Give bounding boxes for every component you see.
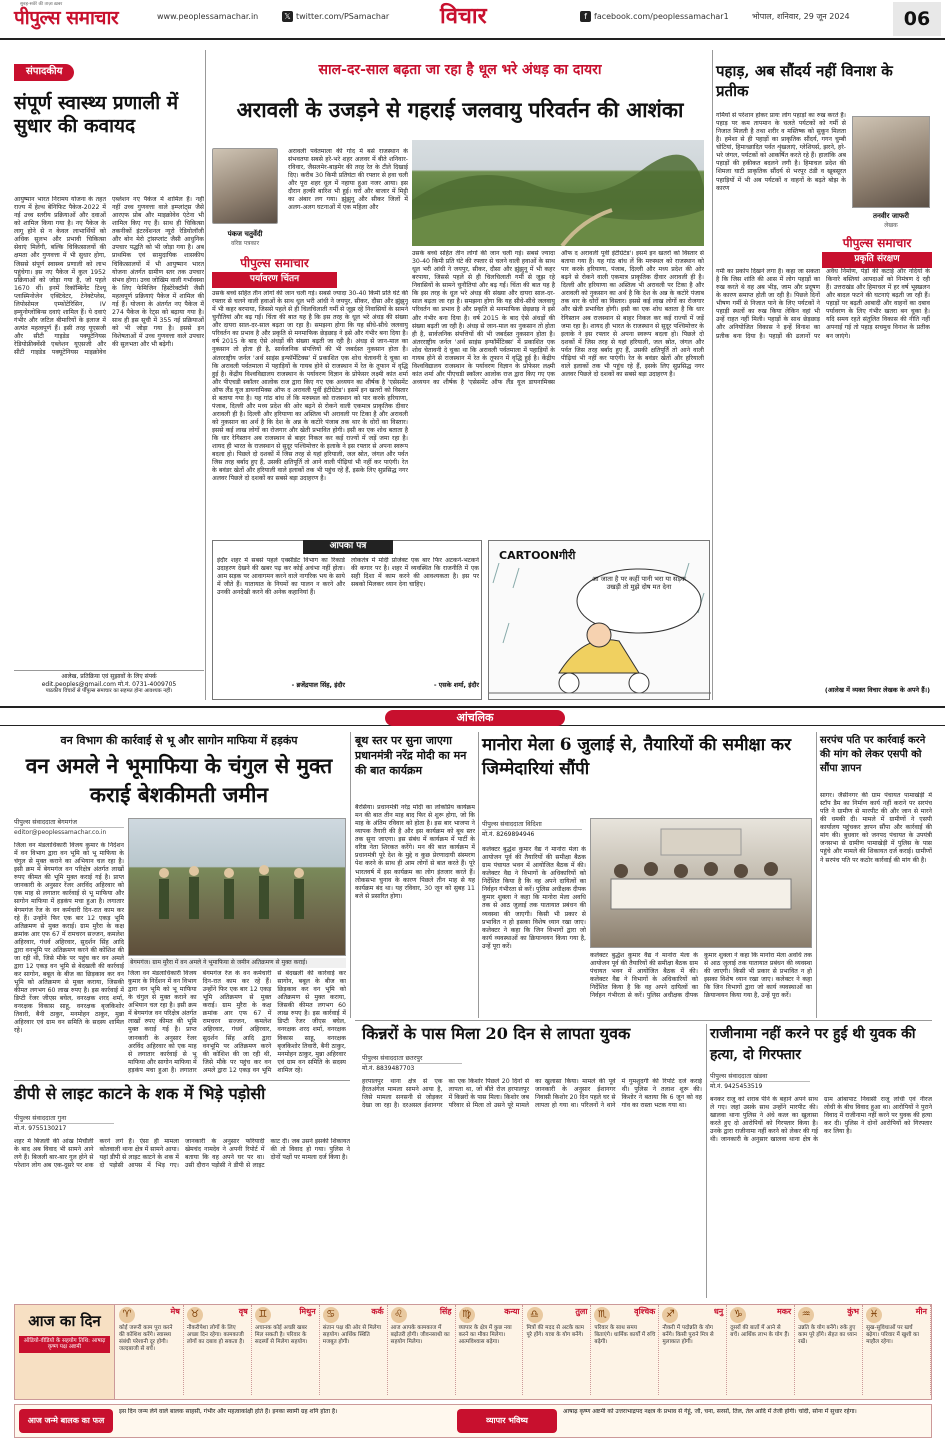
story4-body: सागर। जैसीनगर की ग्राम पंचायत पामाखेड़ी में स्टॉप डैम का निर्माण कार्य नहीं कराने पर सरपंच पति ने ग्रामीण से मारपीट की और जान से मारने की धमकी दी। मामले में ग्रामीणों ने एसपी कार्यालय पहुंचकर ज्ञापन सौंपा और कार्रवाई की मांग की। बुधवार को जनपद पंचायत के उपयंत्री जनसभा से ग्रामीण पामाखेड़ी में पुलिस के पास पहुंचे और मामले की शिकायत दर्ज कराई। ग्रामीणों ने सरपंच पति पर कठोर कार्रवाई की मांग की है।	[820, 792, 932, 864]
zodiac-symbol-icon: ♒	[798, 1307, 814, 1323]
right-headline: पहाड़, अब सौंदर्य नहीं विनाश के प्रतीक	[716, 62, 893, 100]
newspaper-logo: पीपुल्स समाचार	[14, 7, 119, 29]
story3-body-a: कलेक्टर बुद्धेश कुमार वैद्य ने मानोरा मेला के आयोजन पूर्व की तैयारियों की समीक्षा बैठक ग्राम पंचायत भवन में आयोजित बैठक में की। कलेक्टर वैद्य ने विभागों के अधिकारियों को निर्देशित किया है कि वह अपने दायित्वों का निर्वहन गंभीरता से करें। पुलिस अधीक्षक दीपक कुमार शुक्ला ने कहा कि मानोरा मेला अवधि तक से आठ जुलाई तक यातायात प्रबंधन की व्यवस्था की जाएगी। किसी भी प्रकार से प्रभावित न हो इसका विशेष ध्यान रखा जाए। कलेक्टर ने कहा कि जिन विभागों द्वारा जो कार्य व्यवस्थाओं का क्रियान्वयन किया गया है, उन्हें पूरा करें।	[482, 846, 586, 950]
story1-headline: वन अमले ने भूमाफिया के चंगुल से मुक्त कराई बेशकीमती जमीन	[25, 753, 333, 807]
zodiac-cell	[659, 1305, 727, 1395]
editorial-headline: संपूर्ण स्वास्थ्य प्रणाली में सुधार की कवायद	[14, 92, 179, 138]
zodiac-text: दूसरों की बातों में आने से बचें। आर्थिक लाभ के योग हैं।	[730, 1325, 790, 1338]
right-author-name: तनवीर जाफरी	[873, 212, 909, 220]
main-paragraph: उसके बच्चे सहित तीन लोगों की जान चली गई। सबसे ज्यादा 30-40 किमी प्रति घंटे की रफ्तार से चलने वाली हवाओं के साथ धूल भरी आंधी ने जयपुर, सीकर, दौसा और झुंझुनू में भी कहर बरपाया, जिससे पहले से ही चिलचिलाती गर्मी से जूझ रहे निवासियों के सामने चुनौतियां और बढ़ गईं। चिंता की बात यह है कि इस तरह के धूल भरे अंधड़ की संख्या और दायरा साल-दर-साल बढ़ता जा रहा है। समझना होगा कि यह सीधे-सीधे जलवायु परिवर्तन का प्रभाव है और प्रकृति से मनमाफिक छेड़छाड़ ने इसे और गंभीर बना दिया है। वर्ष 2015 के बाद ऐसे अंधड़ों की संख्या बढ़ती जा रही है। अंधड़ से जान-माल का नुकसान तो होता ही है, सार्वजनिक संपत्तियों की भी जबर्दस्त नुकसान होता है। अंतरराष्ट्रीय जर्नल 'अर्थ साइंस इन्फॉर्मेटिक्स' में प्रकाशित एक शोध चेतावनी दे चुका था कि अरावली पर्वतमाला में पहाड़ियों के गायब होने से राजस्थान में रेत के तूफान में वृद्धि हुई है। केंद्रीय विश्वविद्यालय राजस्थान के पर्यावरण विज्ञान के प्रोफेसर लक्ष्मी कांत शर्मा और पीएचडी स्कॉलर आलोक राज द्वारा किए गए एक अध्ययन का शीर्षक है 'एसेसमेंट ऑफ लैंड यूज डायनामिक्स ऑफ द अरावली पूर्वी इंटीग्रेटेड'। इसमें इन खतरों को विस्तार से बताया गया है। यह गांठ बांध लें कि मरुस्थल को राजस्थान को पार करके हरियाणा, पंजाब, दिल्ली और मध्य प्रदेश की ओर बढ़ने से रोकने वाली एकमात्र प्राकृतिक दीवार अरावली ही है। दिल्ली और हरियाणा का अस्तित्व भी अरावली पर टिका है और अरावली को नुकसान का अर्थ है कि देश के अन्न के कटोरे पंजाब तक थार के धोरों का विस्तार। इससे कई लाख लोगों का रोजगार और खेती प्रभावित होगी। इसी का एक शोध बताता है कि धार रेगिस्तान अब राजस्थान से बाहर निकल कर कई राज्यों में जड़ें जमा रहा है। शायद ही भारत के राजस्थान से सुदूर पश्चिमोत्तर के इलाके ने इस रफ्तार से अपना स्वरूप बदला हो। पिछले दो दशकों में जिस तरह से यहां हरियाली, जल स्रोत, जंगल और पर्वत जिस तरह बर्बाद हुए हैं, उसकी क्षतिपूर्ति तो आने वाली पीढ़ियां भी नहीं कर पाएंगी। रेत के बवंडर खेतों और हरियाली वाले इलाकों तक भी पहुंच रहे हैं, इसके लिए सुप्रसिद्ध नगर अलवर पिछले दो दशकों का सबसे बड़ा उदाहरण है।	[212, 290, 408, 483]
right-author-photo	[852, 116, 930, 208]
meeting-illustration	[591, 819, 813, 949]
zodiac-name: मकर	[776, 1307, 792, 1316]
letter-two-sign: - एसके शर्मा, इंदौर	[433, 681, 479, 689]
letter-one: इंदौर शहर में सबसे पहले एक्सीडेंट विभाग का रिकार्ड उदाहरण देखने की खबर पढ़ कर कोई अचंभा नहीं होता। आम सड़क पर आवागमन करने वाले नागरिक भय के साये में जीते हैं। यातायात के नियमों का पालन न करने और उनकी अनदेखी करने की अनेक कहानियां हैं।	[217, 557, 345, 597]
zodiac-cell	[116, 1305, 184, 1395]
zodiac-text: व्यापार के क्षेत्र में कुछ नया करने का मौका मिलेगा। आत्मविश्वास बढ़ेगा।	[458, 1325, 512, 1345]
zodiac-cell	[524, 1305, 592, 1395]
birthday-label: आज जन्मे बालक का फल	[19, 1409, 113, 1433]
editorial-disclaimer: पाठकीय विचारों से पीपुल्स समाचार का सहमत होना आवश्यक नहीं।	[45, 688, 173, 695]
regional-section-label: आंचलिक	[385, 710, 565, 726]
twitter-handle: twitter.com/PSamachar	[296, 12, 390, 21]
zodiac-name: कन्या	[504, 1307, 520, 1316]
zodiac-text: उन्नति के योग बनेंगे। रुके हुए काम पूरे होंगे। सेहत का ध्यान रखें।	[798, 1325, 857, 1345]
zodiac-cell	[727, 1305, 795, 1395]
story5-body: हरपालपुर थाना क्षेत्र से एक हैरतअंगेज मामला सामने आया है, जिसे मामला सनसनी से जोड़कर देखा जा रहा है। दरअसल ईशानगर का एक किशोर पिछले 20 दिनों से लापता था, जो बीते रोज हरपालपुर में किन्नरों के पास मिला। किशोर जब परिवार से मिला तो उसने पूरे मामले का खुलासा किया। मामले की पूर्व जानकारी के अनुसार ईशानगर निवासी किशोर 20 दिन पहले घर से लापता हो गया था। परिजनों ने थाने में गुमशुदगी की रिपोर्ट दर्ज कराई थी। पुलिस ने तलाश शुरू की। किशोर ने बताया कि 6 जून को वह गांव का रास्ता भटक गया था।	[362, 1078, 702, 1110]
story7-phone: मो.नं. 9425453519	[710, 1083, 763, 1090]
letter-one-sign: - ब्रजेंद्रपाल सिंह, इंदौर	[291, 681, 345, 689]
masthead	[0, 0, 945, 40]
main-headline: अरावली के उजड़ने से गहराई जलवायु परिवर्तन की आशंका	[236, 97, 684, 122]
story3-headline: मानोरा मेला 6 जुलाई से, तैयारियों की समीक्षा कर जिम्मेदारियां सौंपी	[482, 735, 792, 779]
letter-two: लोकतंत्र में मोदी प्रोजेक्ट एक बार फिर अटकने-भटकने की कगार पर है। शहर में व्यवस्थित कि राजनीति में एक सही दिशा में काम करने की आवश्यकता है। इस पर सबको मिलकर ध्यान देना चाहिए।	[351, 557, 479, 589]
author-photo	[212, 148, 278, 224]
zodiac-cell	[795, 1305, 863, 1395]
zodiac-name: कुंभ	[847, 1307, 860, 1316]
author-role: वरिष्ठ पत्रकार	[230, 240, 260, 247]
horoscope-title-box	[15, 1305, 115, 1399]
cartoon-title: CARTOONगीरी	[499, 549, 576, 562]
story1-caption: बेगमगंज। ग्राम मुरैरा में वन अमले ने भूमाफिया से जमीन अतिक्रमण से मुक्त कराई।	[128, 958, 346, 968]
brand-label: पीपुल्स समाचार	[240, 256, 309, 270]
zodiac-symbol-icon: ♉	[187, 1307, 203, 1323]
zodiac-text: नौकरीपेशा लोगों के लिए अच्छा दिन रहेगा। कामकाजी लोगों का दबाव हो सकता है।	[186, 1325, 245, 1345]
right-author-role: लेखक	[884, 222, 898, 229]
forest-team-illustration	[129, 819, 347, 957]
story2-headline: बूथ स्तर पर सुना जाएगा प्रधानमंत्री नरेंद्र मोदी का मन की बात कार्यक्रम	[355, 734, 467, 777]
cartoon-speech: आ जाता है पर कहीं पानी भरा या सड़क उखड़ी तो मुझे दोष मत देना	[591, 575, 687, 592]
zodiac-cell	[456, 1305, 524, 1395]
zodiac-symbol-icon: ♓	[866, 1307, 882, 1323]
zodiac-text: कोई जरूरी काम पूरा करने की कोशिश करेंगे। स्वास्थ्य संबंधी परेशानी दूर होगी। जल्दबाजी से बचें।	[119, 1325, 173, 1352]
main-intro: अरावली पर्वतमाला की गोद में बसे राजस्थान के संभवतया सबसे हरे-भरे शहर अलवर में बीते शनिवार-रविवार, जैसलमेर-बाड़मेर की तरह रेत के टीले दिखाई दिए। करीब 30 किमी प्रतिघंटा की रफ्तार से हवा चली और पूरा शहर धूल में नहाया हुआ नजर आया। इस दौरान हल्की बारिश भी हुई। घरों और बाजार में मिट्टी का अंबार लग गया। झुंझुनू और सीकर जिलों में अलग-अलग घटनाओं में एक महिला और	[288, 148, 408, 212]
zodiac-name: मीन	[915, 1307, 927, 1316]
zodiac-text: अचानक कोई अच्छी खबर मिल सकती है। परिवार के सदस्यों से मिलेगा सहयोग।	[254, 1325, 308, 1345]
zodiac-text: सुख-सुविधाओं पर खर्च बढ़ेगा। परिवार में खुशी का माहौल रहेगा।	[866, 1325, 919, 1345]
editorial-email[interactable]: edit.peoples@gmail.com मो.नं. 0731-4009705	[41, 680, 177, 688]
zodiac-name: वृश्चिक	[634, 1307, 656, 1316]
zodiac-symbol-icon: ♏	[594, 1307, 610, 1323]
story1-body-a: जिला वन मंडलाधिकारी विजय कुमार के निर्देशन में वन विभाग द्वारा वन भूमि को भू माफिया के चंगुल से मुक्त कराने का अभियान चल रहा है। इसी क्रम में बेगमगंज वन परिक्षेत्र अंतर्गत लाखों रुपए कीमत की भूमि मुक्त कराई गई है। प्राप्त जानकारी के अनुसार रेंजर अरविंद अहिरवार को एक माह से लगातार कार्रवाई से भू माफिया और सागोन माफिया में हड़कंप मचा हुआ है। लगातार बेगमगंज रेंज के वन कर्मचारी दिन-रात काम कर रहे हैं। उन्होंने फिर एक बार 12 एकड़ भूमि अतिक्रमण से मुक्त कराई। ग्राम मुरैरा के कक्ष क्रमांक आर एफ 67 में रामचरन सज्जन, कमलेश अहिरवार, गंधर्व अहिरवार, सुदर्शन सिंह आदि द्वारा वनभूमि पर अतिक्रमण करने की कोशिश की जा रही थी, जिसे मौके पर पहुंच कर वन अमले द्वारा 12 एकड़ वन भूमि से बेदखली की कार्रवाई कर सागोन, बबूल के बीज का छिड़काव कर वन भूमि को अतिक्रमण से मुक्त कराया, जिसकी कीमत लगभग 60 लाख रुपए है। इस कार्रवाई में डिप्टी रेंजर जीएस बघेल, वनरक्षक शरद शर्मा, वनरक्षक विकास साहू, वनरक्षक बृजकिशोर तिवारी, बैनी ठाकुर, मनमोहन ठाकुर, मुन्ना अहिरवार एवं ग्राम वन समिति के सदस्य शामिल रहे।	[14, 842, 124, 1035]
cartoon-box	[488, 540, 710, 700]
story5-byline: पीपुल्स संवाददाता छतरपुर	[362, 1054, 462, 1064]
right-disclaimer: (आलेख में व्यक्त विचार लेखक के अपने हैं।)	[824, 686, 930, 694]
zodiac-row	[116, 1305, 931, 1399]
x-twitter-icon: 𝕏	[282, 11, 293, 22]
main-body-left	[212, 290, 408, 536]
website-link[interactable]: www.peoplessamachar.in	[157, 12, 259, 21]
market-text: आषाढ़ कृष्ण अष्टमी को उत्तराभाद्रपद नक्षत्र के प्रभाव से गेहूं, जौ, चना, सरसों, तिल, तेल आदि में तेजी होगी। चांदी, सोना में सुधार रहेगा।	[563, 1408, 857, 1415]
editorial-body	[14, 196, 204, 664]
hills-illustration	[412, 140, 704, 246]
zodiac-cell	[252, 1305, 320, 1395]
facebook-handle: facebook.com/peoplessamachar1	[594, 12, 729, 21]
story1-kicker: वन विभाग की कार्रवाई से भू और सागोन माफिया में हड़कंप	[60, 734, 298, 747]
edition-date: भोपाल, शनिवार, 29 जून 2024	[752, 12, 850, 21]
editorial-footer	[14, 670, 204, 700]
story7-byline: पीपुल्स संवाददाता खंडवा	[710, 1072, 810, 1082]
zodiac-cell	[591, 1305, 659, 1395]
story2-body: बैरसिया। प्रधानमंत्री नरेंद्र मोदी का लोकप्रिय कार्यक्रम मन की बात तीन माह बाद फिर से शुरू होगा, जो कि माह के अंतिम रविवार को होता है। इस बार भाजपा ने व्यापक तैयारी की है और इस कार्यक्रम को बूथ स्तर तक सुना जाएगा। इस संबंध में कार्यक्रम में पार्टी के वरिष्ठ नेता शिरकत करेंगे। मन की बात कार्यक्रम में प्रधानमंत्री पूरे देश के मुद्दे व कुछ प्रेरणादायी संस्मरण पेश करने के साथ ही आम लोगों से बात करते हैं। पूरे भारतवर्ष में इस कार्यक्रम का लोग इंतजार करते हैं। लोकसभा चुनाव के कारण पिछले तीन माह से यह कार्यक्रम बंद था। यह रविवार, 30 जून को सुबह 11 बजे से प्रसारित होगा।	[355, 804, 475, 900]
horoscope-strip	[14, 1304, 932, 1400]
topic-badge: पर्यावरण चिंतन	[212, 272, 337, 288]
horoscope-subtitle: ऑडियो-वीडियो के सहयोग तिथि: आषाढ़ कृष्ण पक्ष अष्टमी	[19, 1336, 110, 1354]
zodiac-cell	[184, 1305, 252, 1395]
zodiac-cell	[863, 1305, 931, 1395]
bottom-strip	[14, 1404, 932, 1438]
facebook-link[interactable]	[580, 11, 729, 22]
letters-box	[212, 540, 482, 700]
right-brand-label: पीपुल्स समाचार	[842, 236, 912, 250]
main-kicker: साल-दर-साल बढ़ता जा रहा है धूल भरे अंधड़ का दायरा	[318, 62, 602, 78]
story5-phone: मो.नं. 8839487703	[362, 1065, 415, 1072]
section-title: विचार	[440, 3, 487, 29]
story6-byline: पीपुल्स संवाददाता गुना	[14, 1114, 114, 1124]
story6-phone: मो.नं. 9755130217	[14, 1125, 67, 1132]
twitter-link[interactable]	[282, 11, 389, 22]
editorial-tag-label: संपादकीय	[14, 64, 74, 81]
market-label: व्यापार भविष्य	[457, 1409, 557, 1433]
zodiac-name: वृष	[238, 1307, 248, 1316]
story7-body: बनकर राजू को शराब पीने के बहाने अपने साथ ले गए। जहां उसके साथ उन्होंने मारपीट की। खालवा थाना पुलिस ने अंधे कत्ल का खुलासा करते हुए दो आरोपियों को गिरफ्तार किया है। उनके द्वारा राजीनामा नहीं करने को लेकर की गई थी। जानकारी के अनुसार खालवा थाना क्षेत्र के ग्राम आंबापाट निवासी राजू लोधी एवं नीरज लोधी के बीच विवाद हुआ था। आरोपियों ने पुराने विवाद में राजीनामा नहीं करने पर युवक की हत्या कर दी। पुलिस ने दोनों आरोपियों को गिरफ्तार कर लिया है।	[710, 1096, 932, 1144]
story6-headline: डीपी से लाइट काटने के शक में भिड़े पड़ोसी	[14, 1084, 266, 1103]
zodiac-name: मिथुन	[299, 1307, 316, 1316]
letters-title: आपका पत्र	[303, 540, 393, 554]
zodiac-text: आज आपके कामकाज में बढ़ोतरी होगी। जीवनसाथी का सहयोग मिलेगा।	[390, 1325, 450, 1345]
main-body-middle	[412, 250, 704, 536]
story5-headline: किन्नरों के पास मिला 20 दिन से लापता युवक	[362, 1024, 631, 1043]
right-topic-badge: प्रकृति संरक्षण	[822, 252, 932, 268]
zodiac-symbol-icon: ♑	[730, 1307, 746, 1323]
zodiac-text: नौकरी में पदोन्नति के योग बनेंगे। किसी पुराने मित्र से मुलाकात होगी।	[662, 1325, 714, 1345]
zodiac-symbol-icon: ♍	[459, 1307, 475, 1323]
author-name: पंकज चतुर्वेदी	[227, 230, 263, 238]
zodiac-name: कर्क	[371, 1307, 384, 1316]
zodiac-name: मेष	[170, 1307, 180, 1316]
zodiac-symbol-icon: ♊	[255, 1307, 271, 1323]
regional-section-bar	[0, 706, 945, 726]
zodiac-symbol-icon: ♐	[662, 1307, 678, 1323]
right-body: गर्मी का प्रकोप दिखने लगा है। कहा जा सकता है कि जिस शांति की आस में लोग पहाड़ों का रुख करते थे वह अब भीड़, जाम और प्रदूषण के कारण समाप्त होती जा रही है। पिछले दिनों भीषण गर्मी से निजात पाने के लिए पर्यटकों ने पहाड़ी स्थलों का रुख किया लेकिन वहां भी उन्हें राहत नहीं मिली। पहाड़ों के साथ छेड़छाड़ और अनियोजित विकास ने इन्हें विनाश का प्रतीक बना दिया है। पहाड़ों की ढलानों पर अवैध निर्माण, पेड़ों की कटाई और नदियों के किनारे बस्तियां आपदाओं को निमंत्रण दे रही हैं। उत्तराखंड और हिमाचल में हर वर्ष भूस्खलन और बादल फटने की घटनाएं बढ़ती जा रही हैं। पहाड़ों पर बढ़ती आबादी और वाहनों का दबाव पर्यावरण के लिए गंभीर खतरा बन चुका है। यदि समय रहते संतुलित विकास की नीति नहीं अपनाई गई तो पहाड़ सचमुच विनाश के प्रतीक बन जाएंगे।	[716, 268, 930, 340]
story3-body-b: कलेक्टर बुद्धेश कुमार वैद्य ने मानोरा मेला के आयोजन पूर्व की तैयारियों की समीक्षा बैठक ग्राम पंचायत भवन में आयोजित बैठक में की। कलेक्टर वैद्य ने विभागों के अधिकारियों को निर्देशित किया है कि वह अपने दायित्वों का निर्वहन गंभीरता से करें। पुलिस अधीक्षक दीपक कुमार शुक्ला ने कहा कि मानोरा मेला अवधि तक से आठ जुलाई तक यातायात प्रबंधन की व्यवस्था की जाएगी। किसी भी प्रकार से प्रभावित न हो इसका विशेष ध्यान रखा जाए। कलेक्टर ने कहा कि जिन विभागों द्वारा जो कार्य व्यवस्थाओं का क्रियान्वयन किया गया है, उन्हें पूरा करें।	[590, 952, 812, 1000]
story3-phone: मो.नं. 8269894946	[482, 831, 535, 838]
right-body-top: गर्मियों से परेशान होकर प्रायः लोग पहाड़ों का रुख करते हैं। पहाड़ पर कम तापमान के चलते पर्यटकों को गर्मी से निजात मिलती है तथा शरीर व मस्तिष्क को सुकून मिलता है। हमेशा से ही पहाड़ों का प्राकृतिक सौंदर्य, गगन चुम्बी चोटियां, हिमाच्छादित पर्वत शृंखलाएं, ग्लेशियर्स, झरने, हरे-भरे जंगल, पर्यटकों को आकर्षित करते रहे हैं। हालांकि अब पहाड़ों की हकीकत बदलने लगी है। हिमाचल प्रदेश की शिमला घाटी प्राकृतिक सौंदर्य से भरपूर ठंडी व खूबसूरत पहाड़ियों में भी अब पर्यटकों व वाहनों के बढ़ते बोझ के कारण	[716, 112, 846, 192]
birthday-text: इस दिन जन्म लेने वाले बालक साहसी, गंभीर और महत्वाकांक्षी होते हैं। इनका स्वामी ग्रह शनि होता है।	[119, 1408, 338, 1415]
zodiac-text: परिवार के साथ समय बिताएंगे। धार्मिक कार्यों में रुचि बढ़ेगी।	[594, 1325, 656, 1345]
zodiac-symbol-icon: ♌	[391, 1307, 407, 1323]
horoscope-title: आज का दिन	[28, 1312, 101, 1330]
tagline: सुबह-सवेरे की ताज़ा ख़बर	[20, 2, 63, 7]
story3-photo	[590, 818, 812, 948]
zodiac-name: सिंह	[439, 1307, 452, 1316]
story1-body-b: जिला वन मंडलाधिकारी विजय कुमार के निर्देशन में वन विभाग द्वारा वन भूमि को भू माफिया के चंगुल से मुक्त कराने का अभियान चल रहा है। इसी क्रम में बेगमगंज वन परिक्षेत्र अंतर्गत लाखों रुपए कीमत की भूमि मुक्त कराई गई है। प्राप्त जानकारी के अनुसार रेंजर अरविंद अहिरवार को एक माह से लगातार कार्रवाई से भू माफिया और सागोन माफिया में हड़कंप मचा हुआ है। लगातार बेगमगंज रेंज के वन कर्मचारी दिन-रात काम कर रहे हैं। उन्होंने फिर एक बार 12 एकड़ भूमि अतिक्रमण से मुक्त कराई। ग्राम मुरैरा के कक्ष क्रमांक आर एफ 67 में रामचरन सज्जन, कमलेश अहिरवार, गंधर्व अहिरवार, सुदर्शन सिंह आदि द्वारा वनभूमि पर अतिक्रमण करने की कोशिश की जा रही थी, जिसे मौके पर पहुंच कर वन अमले द्वारा 12 एकड़ वन भूमि से बेदखली की कार्रवाई कर सागोन, बबूल के बीज का छिड़काव कर वन भूमि को अतिक्रमण से मुक्त कराया, जिसकी कीमत लगभग 60 लाख रुपए है। इस कार्रवाई में डिप्टी रेंजर जीएस बघेल, वनरक्षक शरद शर्मा, वनरक्षक विकास साहू, वनरक्षक बृजकिशोर तिवारी, बैनी ठाकुर, मनमोहन ठाकुर, मुन्ना अहिरवार एवं ग्राम वन समिति के सदस्य शामिल रहे।	[128, 970, 346, 1074]
zodiac-cell	[320, 1305, 388, 1395]
zodiac-symbol-icon: ♎	[527, 1307, 543, 1323]
zodiac-symbol-icon: ♈	[119, 1307, 135, 1323]
editorial-tag	[14, 64, 74, 81]
zodiac-name: धनु	[713, 1307, 724, 1316]
zodiac-name: तुला	[575, 1307, 588, 1316]
story3-byline: पीपुल्स संवाददाता विदिशा	[482, 820, 582, 830]
main-paragraph: उसके बच्चे सहित तीन लोगों की जान चली गई। सबसे ज्यादा 30-40 किमी प्रति घंटे की रफ्तार से चलने वाली हवाओं के साथ धूल भरी आंधी ने जयपुर, सीकर, दौसा और झुंझुनू में भी कहर बरपाया, जिससे पहले से ही चिलचिलाती गर्मी से जूझ रहे निवासियों के सामने चुनौतियां और बढ़ गईं। चिंता की बात यह है कि इस तरह के धूल भरे अंधड़ की संख्या और दायरा साल-दर-साल बढ़ता जा रहा है। समझना होगा कि यह सीधे-सीधे जलवायु परिवर्तन का प्रभाव है और प्रकृति से मनमाफिक छेड़छाड़ ने इसे और गंभीर बना दिया है। वर्ष 2015 के बाद ऐसे अंधड़ों की संख्या बढ़ती जा रही है। अंधड़ से जान-माल का नुकसान तो होता ही है, सार्वजनिक संपत्तियों की भी जबर्दस्त नुकसान होता है। अंतरराष्ट्रीय जर्नल 'अर्थ साइंस इन्फॉर्मेटिक्स' में प्रकाशित एक शोध चेतावनी दे चुका था कि अरावली पर्वतमाला में पहाड़ियों के गायब होने से राजस्थान में रेत के तूफान में वृद्धि हुई है। केंद्रीय विश्वविद्यालय राजस्थान के पर्यावरण विज्ञान के प्रोफेसर लक्ष्मी कांत शर्मा और पीएचडी स्कॉलर आलोक राज द्वारा किए गए एक अध्ययन का शीर्षक है 'एसेसमेंट ऑफ लैंड यूज डायनामिक्स ऑफ द अरावली पूर्वी इंटीग्रेटेड'। इसमें इन खतरों को विस्तार से बताया गया है। यह गांठ बांध लें कि मरुस्थल को राजस्थान को पार करके हरियाणा, पंजाब, दिल्ली और मध्य प्रदेश की ओर बढ़ने से रोकने वाली एकमात्र प्राकृतिक दीवार अरावली ही है। दिल्ली और हरियाणा का अस्तित्व भी अरावली पर टिका है और अरावली को नुकसान का अर्थ है कि देश के अन्न के कटोरे पंजाब तक थार के धोरों का विस्तार। इससे कई लाख लोगों का रोजगार और खेती प्रभावित होगी। इसी का एक शोध बताता है कि धार रेगिस्तान अब राजस्थान से बाहर निकल कर कई राज्यों में जड़ें जमा रहा है। शायद ही भारत के राजस्थान से सुदूर पश्चिमोत्तर के इलाके ने इस रफ्तार से अपना स्वरूप बदला हो। पिछले दो दशकों में जिस तरह से यहां हरियाली, जल स्रोत, जंगल और पर्वत जिस तरह बर्बाद हुए हैं, उसकी क्षतिपूर्ति तो आने वाली पीढ़ियां भी नहीं कर पाएंगी। रेत के बवंडर खेतों और हरियाली वाले इलाकों तक भी पहुंच रहे हैं, इसके लिए सुप्रसिद्ध नगर अलवर पिछले दो दशकों का सबसे बड़ा उदाहरण है।	[412, 250, 704, 386]
story1-email[interactable]: editor@peoplessamachar.co.in	[14, 829, 107, 836]
zodiac-text: संतान पक्ष की ओर से मिलेगा सहयोग। आर्थिक स्थिति मजबूत होगी।	[322, 1325, 382, 1345]
editorial-paragraph: आयुष्मान भारत निरामय योजना के तहत राज्य में हेल्थ बेनिफिट पैकेज-2022 में नई उच्च स्तरीय प्रक्रियाओं और दवाओं को शामिल किया गया है। नए पैकेज के लागू होने से न केवल लाभार्थियों को अधिक सुलभ और प्रभावी चिकित्सा सेवाएं मिलेंगी, बल्कि चिकित्सालयों की क्षमता और गुणवत्ता में भी सुधार होगा, जिससे संपूर्ण स्वास्थ्य प्रणाली को लाभ पहुंचेगा। इस नए पैकेज में कुल 1952 प्रक्रियाओं को जोड़ा गया है, जो पहले 1670 थीं। इनमें रिकॉम्बिनेंट टिश्यू प्लास्मिनोजेन एक्टिवेटर, टेनेक्टेप्लेस, लिपोसोमल एम्फोटेरिसिन, IV इम्युनोग्लोबिन्स दवाएं शामिल हैं। ये दवाएं गंभीर और जटिल बीमारियों के इलाज में अत्यंत महत्वपूर्ण हैं। इसी तरह यूएसजी और सीटी गाइडेड पक्यूटेनियस रेडियोफ्रीक्वेंसी एब्लेशन यूएसजी और सीटी गाइडेड पक्यूटेनियस माइक्रोवेव एब्लेशन नए पैकेज में शामिल हैं। नहीं नहीं उच्च गुणवत्ता वाले इम्प्लांट्स जैसे आरएफ प्रोब और माइक्रोवेव एंटेना भी शामिल किए गए हैं। साथ ही चिकित्सा तकनीकों इंटरवेंशनल न्यूरो रेडियोलॉजी और बोन मेरो ट्रांसप्लांट जैसी आधुनिक उपचार पद्धति को भी जोड़ा गया है। अब प्राथमिक एवं सामुदायिक शासकीय चिकित्सालयों में भी आयुष्मान भारत योजना अंतर्गत ग्रामीण स्तर तक उपचार संभव होगा। उच्च जोखिम वाली गर्भावस्था के लिए फेमिजिन हिस्टेरेक्टॉमी जैसी महत्वपूर्ण प्रक्रियाएं पैकेज में शामिल की गई हैं। योजना के अंतर्गत नए पैकेज में 274 पैकेज के रेट्स को बढ़ाया गया है। साथ ही इस सूची में 355 नई प्रक्रियाओं को भी जोड़ा गया है। इससे इन विशेषताओं में उच्च गुणवत्ता वाले उपचार की सुलभता और भी बढ़ेगी।	[14, 196, 204, 357]
facebook-icon: f	[580, 11, 591, 22]
zodiac-symbol-icon: ♋	[323, 1307, 339, 1323]
zodiac-text: मित्रों की मदद से अटके काम पूरे होंगे। यात्रा के योग बनेंगे।	[526, 1325, 585, 1338]
page-number: 06	[893, 2, 941, 36]
zodiac-cell	[388, 1305, 456, 1395]
story1-photo	[128, 818, 346, 956]
story1-byline: पीपुल्स संवाददाता बेगमगंज	[14, 818, 124, 828]
aravalli-photo	[412, 140, 704, 246]
story6-body: शहर में बिजली की आंख मिचौली के बाद अब विवाद भी सामने आने लगे हैं। बिजली बार-बार गुल होने से परेशान लोग अब एक-दूसरे पर शक करने लगे हैं। ऐसा ही मामला कोतवाली थाना क्षेत्र में सामने आया। यहां डीपी से लाइट काटने के शक में दो पड़ोसी आपस में भिड़ गए। जानकारी के अनुसार फरियादी खेमचंद नामदेव ने अपनी रिपोर्ट में बताया कि वह अपने घर पर था। उसी दौरान पड़ोसी ने डीपी से लाइट काट दी। जब उसने इसकी शिकायत की तो विवाद हो गया। पुलिस ने दोनों पक्षों पर मामला दर्ज किया है।	[14, 1138, 350, 1170]
story4-headline: सरपंच पति पर कार्रवाई करने की मांग को लेकर एसपी को सौंपा ज्ञापन	[820, 735, 926, 774]
story7-headline: राजीनामा नहीं करने पर हुई थी युवक की हत्या, दो गिरफ्तार	[710, 1026, 916, 1063]
editorial-footer-note: आलेख, प्रतिक्रिया एवं सुझावों के लिए संपर्क	[61, 673, 157, 680]
